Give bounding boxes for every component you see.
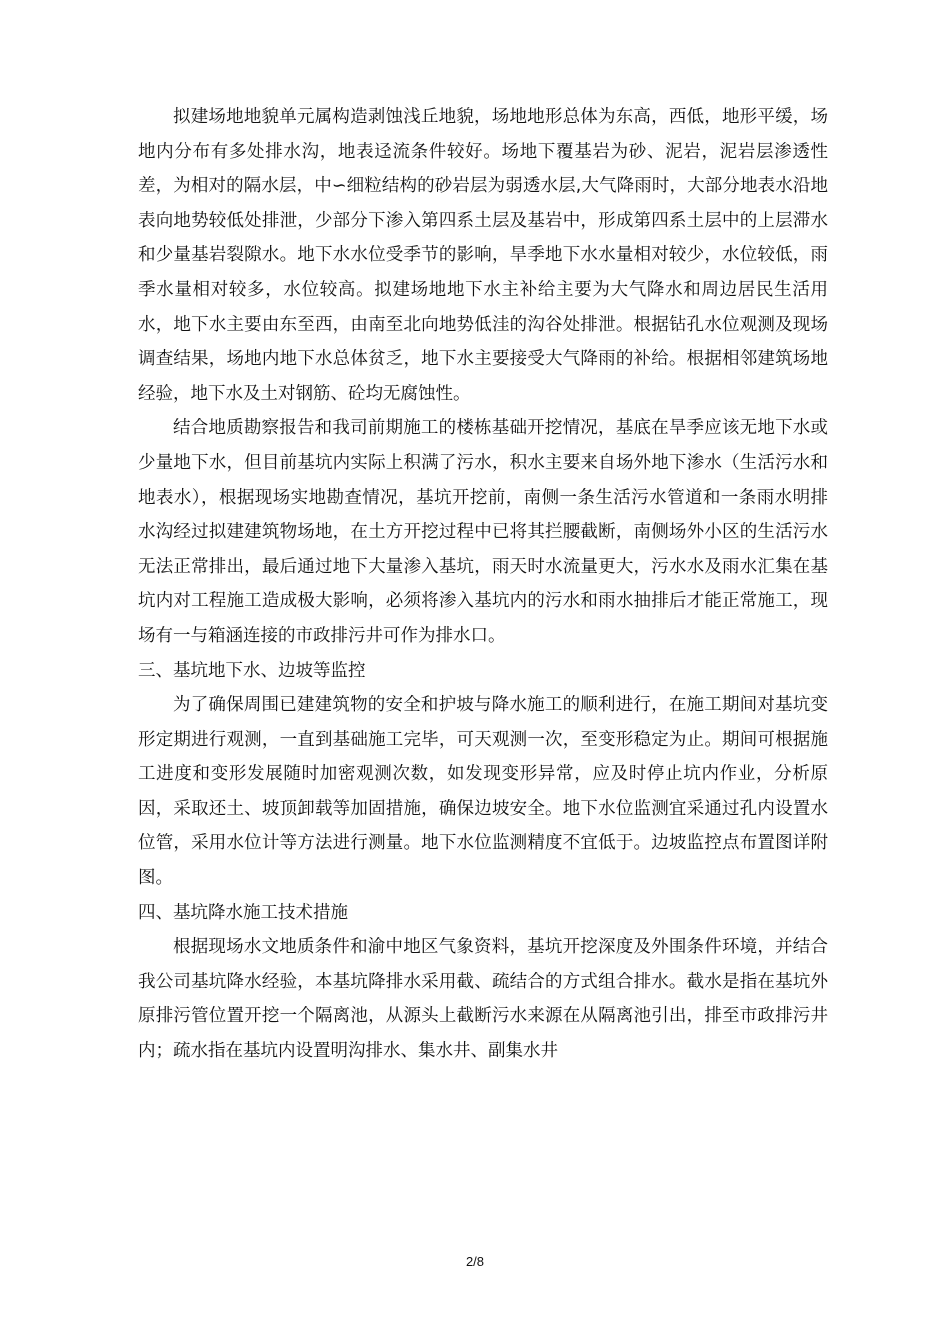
paragraph-site-geology: 拟建场地地貌单元属构造剥蚀浅丘地貌，场地地形总体为东高，西低，地形平缓，场地内分布有多处排水沟，地表迳流条件较好。场地下覆基岩为砂、泥岩，泥岩层渗透性差，为相对的隔水层，中∽细粒结构的砂岩层为弱透水层,大气降雨时，大部分地表水沿地表向地势较低处排泄，少部分下渗入第四系土层及基岩中，形成第四系土层中的上层滞水和少量基岩裂隙水。地下水水位受季节的影响，旱季地下水水量相对较少，水位较低，雨季水量相对较多，水位较高。拟建场地地下水主补给主要为大气降水和周边居民生活用水，地下水主要由东至西，由南至北向地势低洼的沟谷处排泄。根据钻孔水位观测及现场调查结果，场地内地下水总体贫乏，地下水主要接受大气降雨的补给。根据相邻建筑场地经验，地下水及土对钢筋、砼均无腐蚀性。 xyxy=(138,107,828,404)
document-body xyxy=(138,100,828,1069)
section-heading-dewatering: 四、基坑降水施工技术措施 xyxy=(138,902,348,923)
section-heading-monitoring: 三、基坑地下水、边坡等监控 xyxy=(138,660,366,681)
page-number: 2/8 xyxy=(465,1254,485,1269)
paragraph-monitoring: 为了确保周围已建建筑物的安全和护坡与降水施工的顺利进行，在施工期间对基坑变形定期进行观测，一直到基础施工完毕，可天观测一次，至变形稳定为止。期间可根据施工进度和变形发展随时加密观测次数，如发现变形异常，应及时停止坑内作业，分析原因，采取还土、坡顶卸载等加固措施，确保边坡安全。地下水位监测宜采通过孔内设置水位管，采用水位计等方法进行测量。地下水位监测精度不宜低于。边坡监控点布置图详附图。 xyxy=(138,695,828,889)
paragraph-groundwater-conditions: 结合地质勘察报告和我司前期施工的楼栋基础开挖情况，基底在旱季应该无地下水或少量地下水，但目前基坑内实际上积满了污水，积水主要来自场外地下渗水（生活污水和地表水），根据现场实地勘查情况，基坑开挖前，南侧一条生活污水管道和一条雨水明排水沟经过拟建建筑物场地，在土方开挖过程中已将其拦腰截断，南侧场外小区的生活污水无法正常排出，最后通过地下大量渗入基坑，雨天时水流量更大，污水水及雨水汇集在基坑内对工程施工造成极大影响，必须将渗入基坑内的污水和雨水抽排后才能正常施工，现场有一与箱涵连接的市政排污井可作为排水口。 xyxy=(138,418,828,646)
paragraph-dewatering: 根据现场水文地质条件和渝中地区气象资料，基坑开挖深度及外围条件环境，并结合我公司基坑降水经验，本基坑降排水采用截、疏结合的方式组合排水。截水是指在基坑外原排污管位置开挖一个隔离池，从源头上截断污水来源在从隔离池引出，排至市政排污井内；疏水指在基坑内设置明沟排水、集水井、副集水井 xyxy=(138,937,828,1062)
